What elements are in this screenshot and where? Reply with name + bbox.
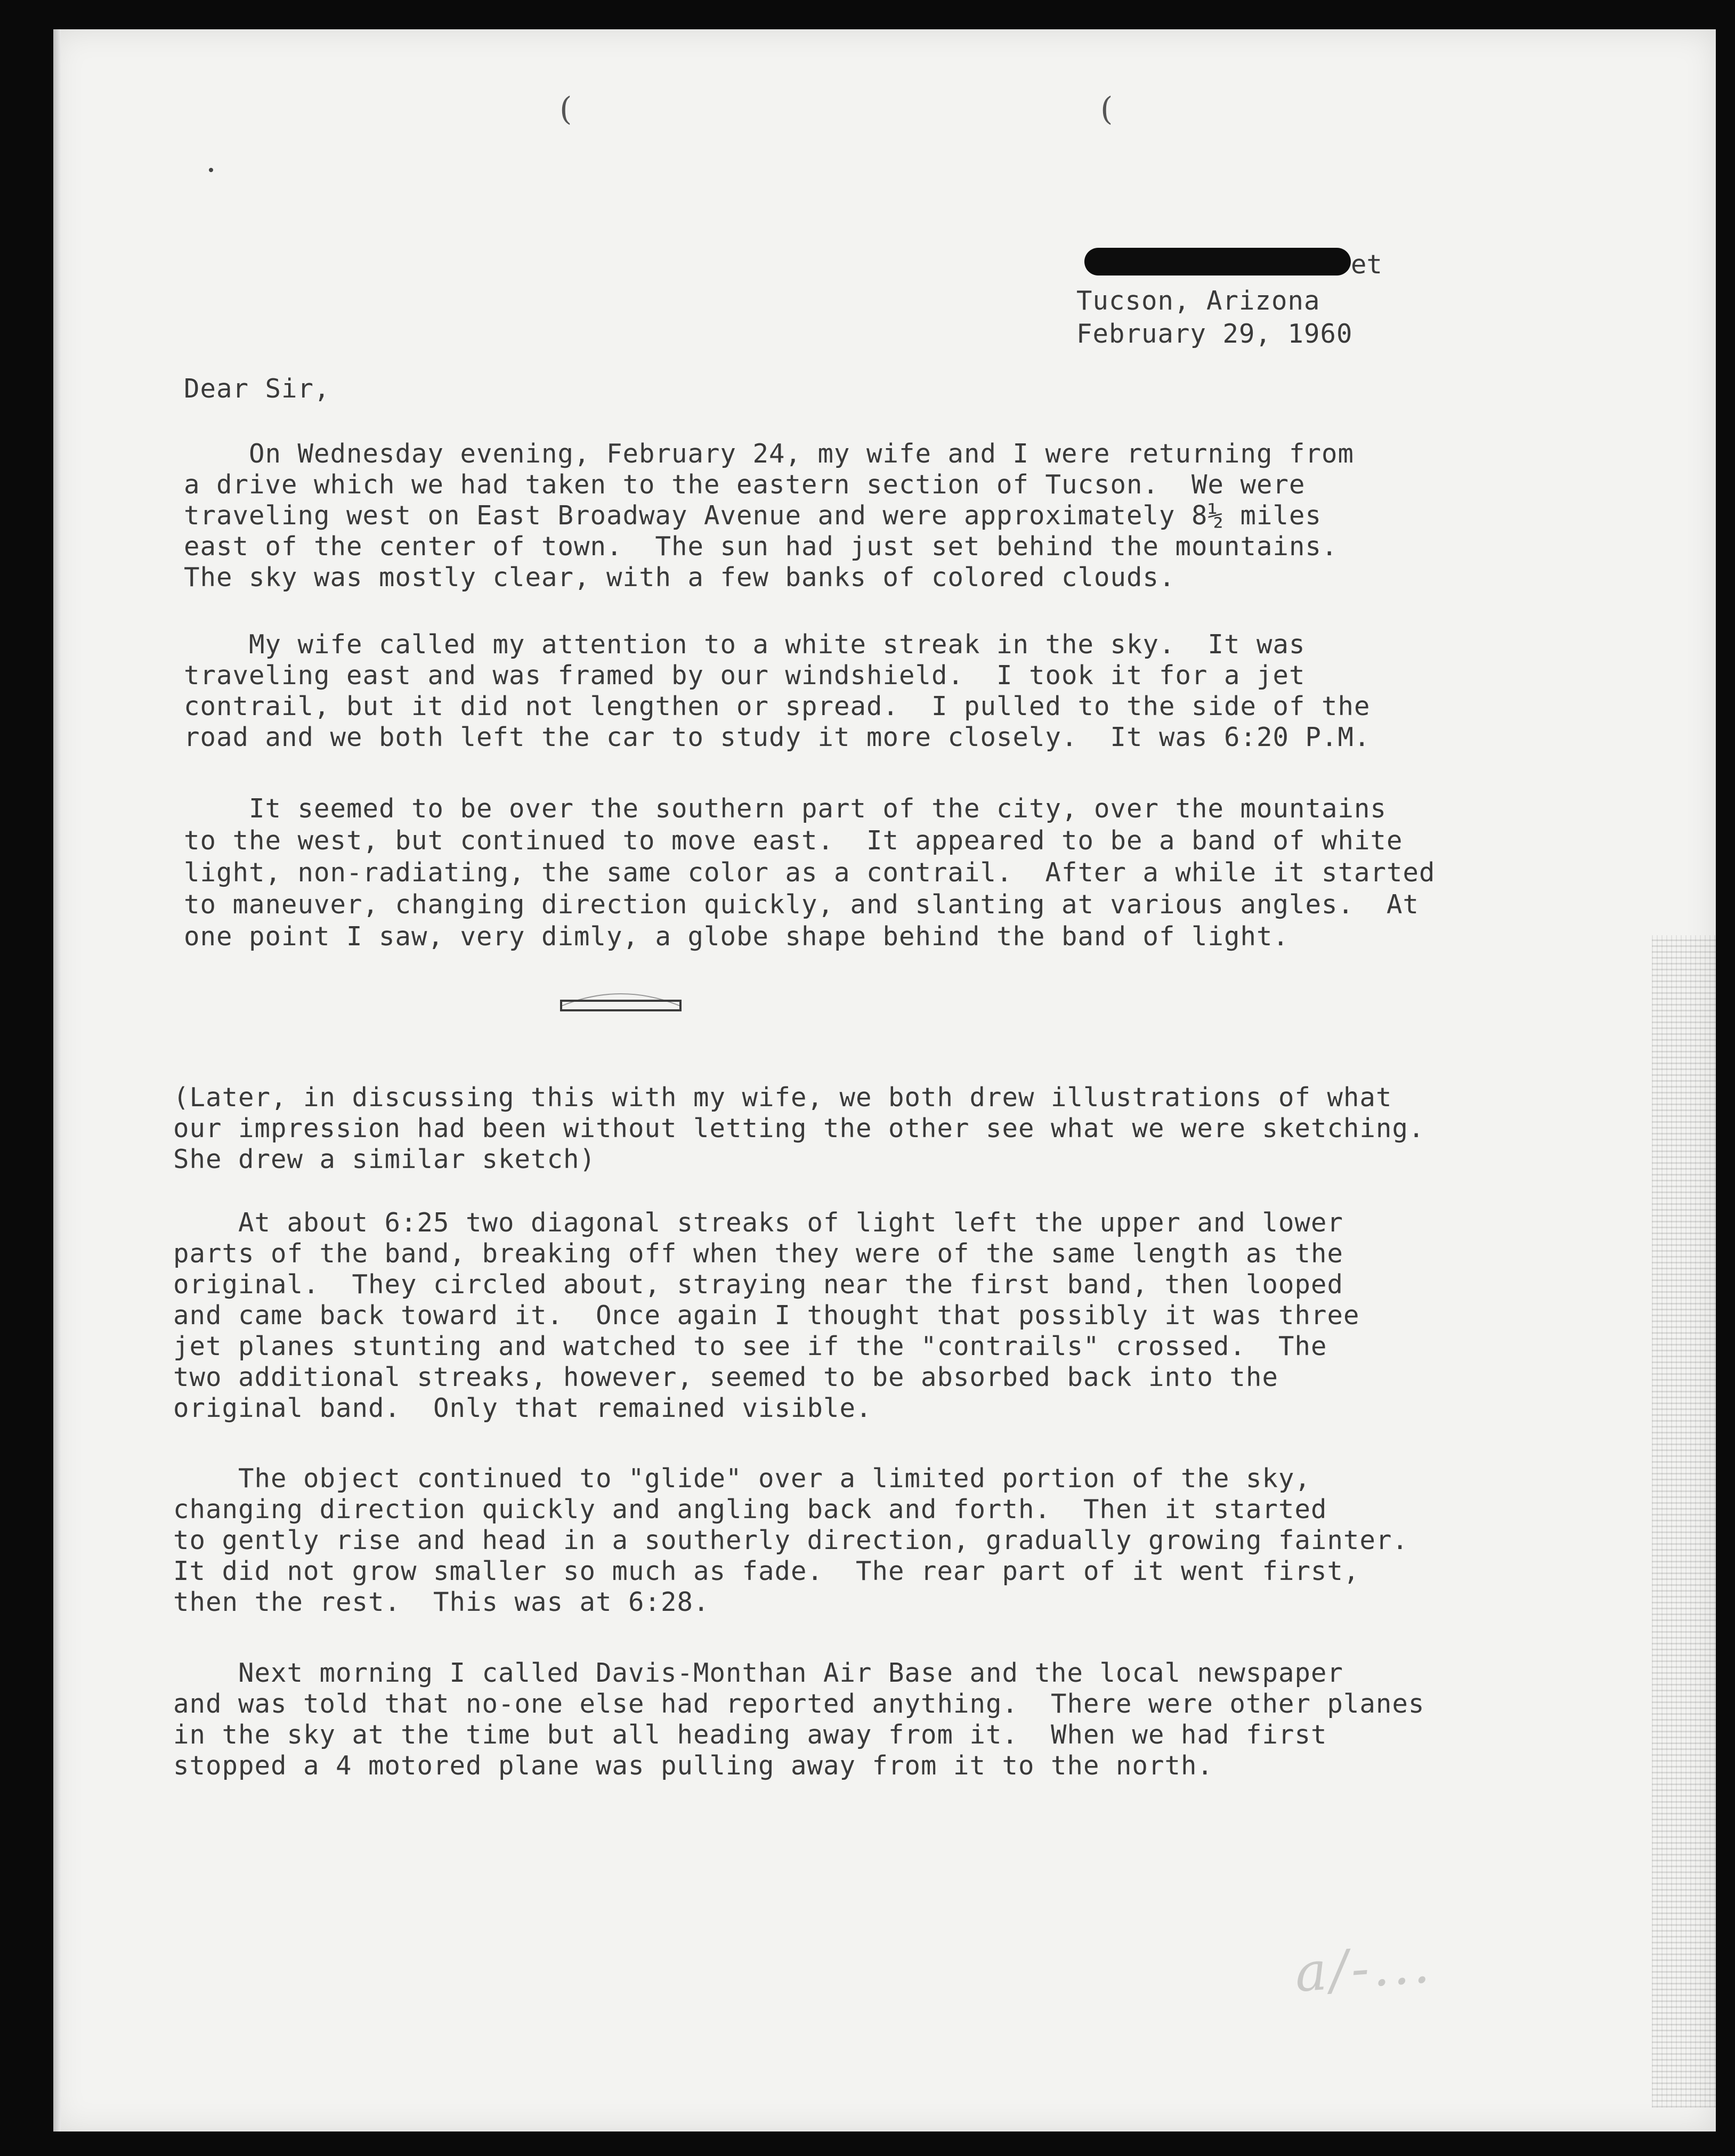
address-line-tail: et — [1351, 249, 1383, 280]
punch-mark-right: ( — [1100, 91, 1113, 128]
handwritten-note: a/-... — [1293, 1932, 1435, 2004]
paragraph-line: east of the center of town. The sun had just set behind the mountains. — [184, 531, 1338, 562]
paragraph-line: jet planes stunting and watched to see if the "contrails" crossed. The — [173, 1331, 1327, 1361]
paragraph-line: traveling east and was framed by our windshield. I took it for a jet — [184, 660, 1306, 691]
paragraph-line: one point I saw, very dimly, a globe shape behind the band of light. — [184, 921, 1290, 952]
paragraph-line: a drive which we had taken to the eastern section of Tucson. We were — [184, 469, 1306, 500]
paragraph-line: to the west, but continued to move east. It appeared to be a band of white — [184, 825, 1403, 856]
salutation: Dear Sir, — [184, 374, 330, 404]
paragraph-line: two additional streaks, however, seemed to be absorbed back into the — [173, 1362, 1279, 1392]
paragraph-line: road and we both left the car to study it more closely. It was 6:20 P.M. — [184, 722, 1371, 752]
letter-date: February 29, 1960 — [1076, 319, 1353, 349]
paragraph-line: to gently rise and head in a southerly direction, gradually growing fainter. — [173, 1525, 1409, 1555]
address-city: Tucson, Arizona — [1076, 286, 1320, 316]
paragraph-line: parts of the band, breaking off when they were of the same length as the — [173, 1238, 1344, 1269]
margin-dot — [209, 168, 213, 172]
paragraph-line: She drew a similar sketch) — [173, 1144, 596, 1174]
paragraph-line: (Later, in discussing this with my wife, we both drew illustrations of what — [173, 1082, 1392, 1113]
paragraph-line: light, non-radiating, the same color as a contrail. After a while it started — [184, 857, 1436, 888]
paragraph-line: original band. Only that remained visible. — [173, 1393, 872, 1423]
paragraph-line: At about 6:25 two diagonal streaks of light left the upper and lower — [173, 1207, 1344, 1238]
paragraph-line: It did not grow smaller so much as fade. The rear part of it went first, — [173, 1556, 1360, 1586]
paragraph-line: and was told that no-one else had reported anything. There were other planes — [173, 1689, 1425, 1719]
paragraph-line: traveling west on East Broadway Avenue and were approximately 8½ miles — [184, 500, 1322, 531]
paragraph-line: Next morning I called Davis-Monthan Air Base and the local newspaper — [173, 1658, 1344, 1688]
letter-page — [53, 29, 1716, 2131]
paragraph-line: On Wednesday evening, February 24, my wife and I were returning from — [184, 439, 1355, 469]
page-edge — [53, 29, 61, 2131]
paragraph-line: to maneuver, changing direction quickly, and slanting at various angles. At — [184, 889, 1420, 920]
paragraph-line: stopped a 4 motored plane was pulling away from it to the north. — [173, 1750, 1214, 1781]
paragraph-line: The object continued to "glide" over a limited portion of the sky, — [173, 1463, 1311, 1494]
light-band — [561, 1001, 680, 1010]
paragraph-line: then the rest. This was at 6:28. — [173, 1587, 710, 1617]
paragraph-line: and came back toward it. Once again I thought that possibly it was three — [173, 1300, 1360, 1331]
paragraph-line: contrail, but it did not lengthen or spread. I pulled to the side of the — [184, 691, 1371, 722]
paragraph-line: our impression had been without letting the other see what we were sketching. — [173, 1113, 1425, 1144]
scan-speckle — [1652, 935, 1716, 2108]
punch-mark-left: ( — [560, 91, 572, 128]
paragraph-line: It seemed to be over the southern part of the city, over the mountains — [184, 793, 1387, 824]
redacted-street-address — [1084, 248, 1351, 275]
object-sketch — [557, 985, 685, 1017]
paragraph-line: original. They circled about, straying near the first band, then looped — [173, 1269, 1344, 1300]
paragraph-line: changing direction quickly and angling back and forth. Then it started — [173, 1494, 1327, 1525]
paragraph-line: The sky was mostly clear, with a few banks of colored clouds. — [184, 562, 1175, 593]
paragraph-line: My wife called my attention to a white streak in the sky. It was — [184, 629, 1306, 660]
paragraph-line: in the sky at the time but all heading away from it. When we had first — [173, 1720, 1327, 1750]
